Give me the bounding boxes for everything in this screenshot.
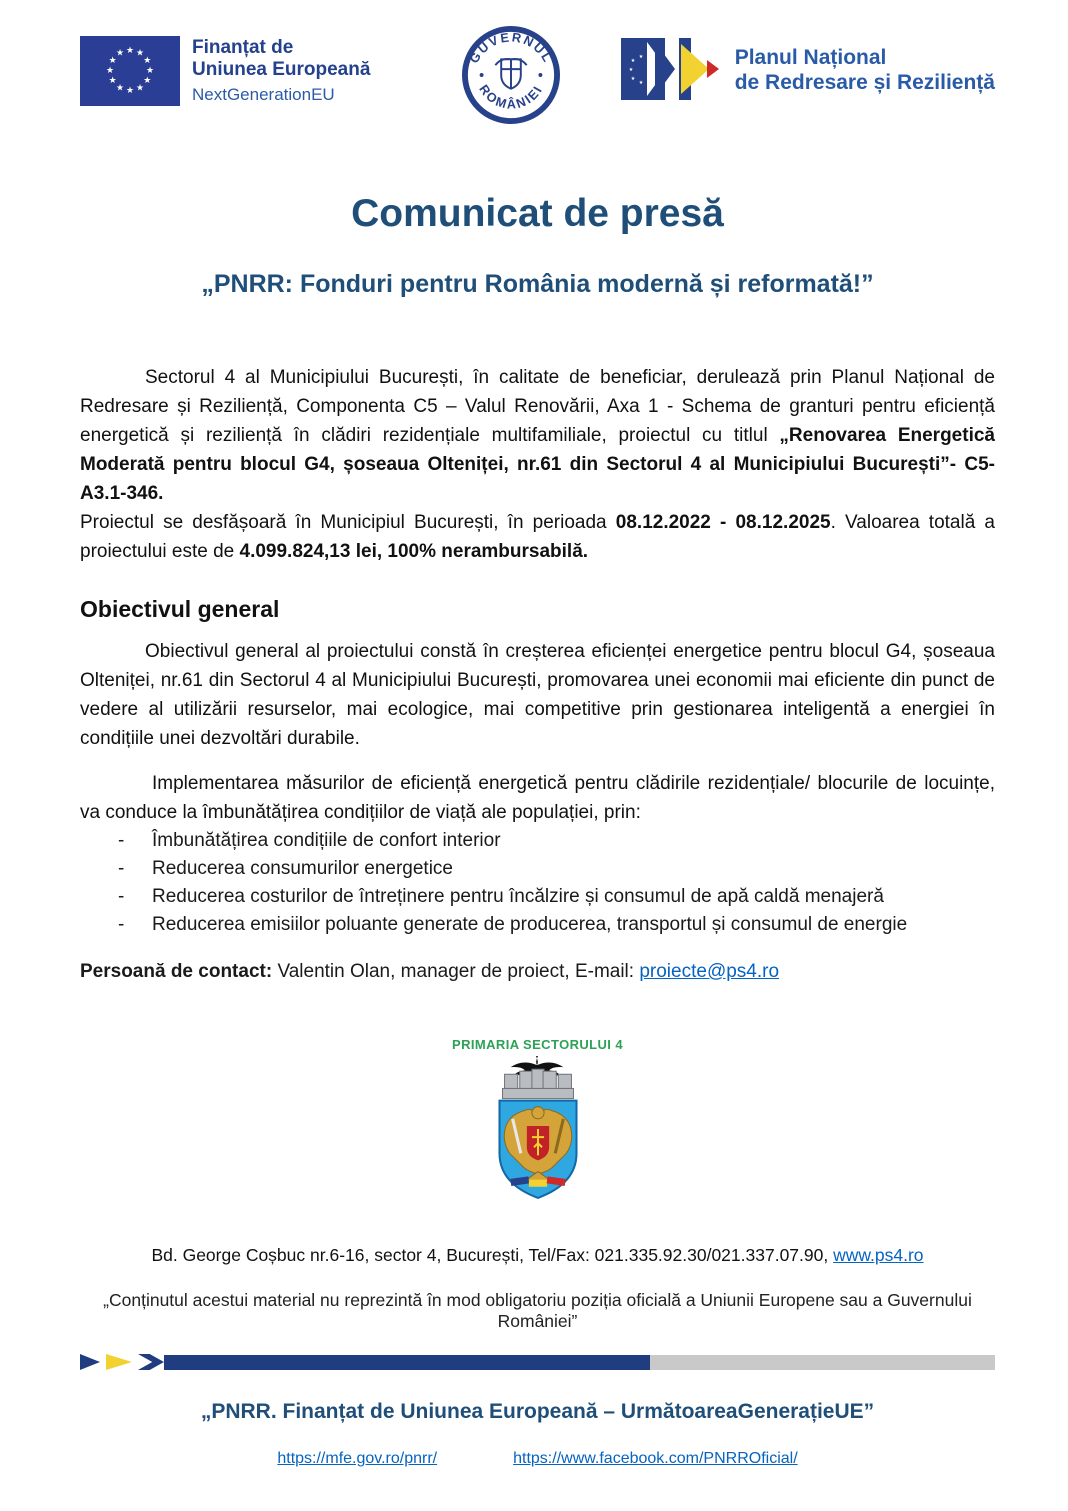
contact-email-link[interactable]: proiecte@ps4.ro bbox=[639, 961, 780, 982]
svg-text:ROMÂNIEI: ROMÂNIEI bbox=[475, 81, 546, 112]
list-item: - Reducerea consumurilor energetice bbox=[80, 855, 995, 883]
svg-text:★: ★ bbox=[115, 83, 125, 94]
svg-text:★: ★ bbox=[108, 76, 117, 86]
svg-text:★: ★ bbox=[108, 56, 117, 66]
chevron-navy-icon bbox=[138, 1354, 164, 1370]
footer-pnrr-slogan: „PNRR. Finanțat de Uniunea Europeană – UrmătoareaGenerațieUE” bbox=[200, 1400, 875, 1423]
value-amount: 4.099.824,13 lei, 100% nerambursabilă. bbox=[239, 541, 589, 562]
svg-text:★: ★ bbox=[125, 46, 135, 56]
project-title-bold: „Renovarea Energetică Moderată pentru blocul G4, șoseaua Olteniței, nr.61 din Sectorul 4 al Municipiului București”- C5-A3.1-346. bbox=[80, 425, 995, 504]
page-title: Comunicat de presă bbox=[351, 192, 724, 235]
eu-funding-line1: Finanțat de bbox=[192, 37, 294, 58]
navy-bar bbox=[164, 1355, 650, 1370]
address-line bbox=[80, 1245, 995, 1266]
paragraph-project-intro bbox=[80, 363, 995, 508]
list-item: - Reducerea emisiilor poluante generate de producerea, transportul și consumul de energie bbox=[80, 911, 995, 939]
mfe-pnrr-link[interactable]: https://mfe.gov.ro/pnrr/ bbox=[277, 1450, 438, 1467]
value-text: . Valoarea totală a proiectului este de bbox=[80, 512, 996, 562]
arrow-navy-icon bbox=[80, 1354, 100, 1370]
pnrr-logo bbox=[621, 38, 995, 102]
disclaimer-line: „Conținutul acestui material nu reprezintă în mod obligatoriu poziția oficială a Uniunii Europene sau a Guvernului României” bbox=[103, 1290, 972, 1331]
svg-text:★: ★ bbox=[115, 48, 125, 59]
benefits-list bbox=[80, 827, 995, 939]
address-text: Bd. George Coșbuc nr.6-16, sector 4, București, Tel/Fax: 021.335.92.30/021.337.07.90, bbox=[151, 1245, 834, 1265]
section-heading-objective: Obiectivul general bbox=[80, 596, 280, 622]
list-item: - Îmbunătățirea condițiile de confort interior bbox=[80, 827, 995, 855]
government-romania-seal-icon bbox=[462, 26, 560, 124]
svg-text:★: ★ bbox=[630, 76, 635, 82]
eu-funding-text bbox=[192, 36, 370, 105]
primaria-label: PRIMARIA SECTORULUI 4 bbox=[452, 1037, 623, 1052]
ps4-website-link[interactable]: www.ps4.ro bbox=[833, 1245, 924, 1265]
svg-text:★: ★ bbox=[125, 86, 135, 96]
footer-links bbox=[80, 1450, 995, 1468]
svg-text:★: ★ bbox=[143, 76, 152, 86]
eu-funding-logo bbox=[80, 36, 370, 106]
pnrr-logo-line2: de Redresare și Reziliență bbox=[734, 71, 995, 94]
svg-text:★: ★ bbox=[638, 80, 643, 86]
sector4-coat-of-arms-icon bbox=[478, 1054, 598, 1206]
pnrr-logo-line1: Planul Național bbox=[734, 45, 887, 69]
primaria-emblem-block bbox=[80, 1037, 995, 1211]
page-subtitle: „PNRR: Fonduri pentru România modernă și reformată!” bbox=[201, 270, 874, 298]
svg-text:★: ★ bbox=[145, 66, 155, 76]
decorative-footer-bar bbox=[80, 1354, 995, 1370]
svg-text:★: ★ bbox=[628, 67, 633, 73]
contact-text: Valentin Olan, manager de proiect, E-mail: bbox=[272, 961, 640, 982]
gray-bar bbox=[650, 1355, 995, 1370]
header-logo-row bbox=[80, 24, 995, 128]
paragraph-project-intro-text: Sectorul 4 al Municipiului București, în calitate de beneficiar, derulează prin Planul Național de Redresare și Reziliență, Componenta C5 – Valul Renovării, Axa 1 - Schema de granturi pentru eficiență energetică și reziliență în clădiri rezidențiale multifamiliale, proiectul cu titlul bbox=[80, 367, 995, 446]
svg-text:★: ★ bbox=[105, 66, 115, 76]
paragraph-project-period bbox=[80, 508, 995, 566]
paragraph-implementation: Implementarea măsurilor de eficiență energetică pentru clădirile rezidențiale/ blocurile de locuințe, va conduce la îmbunătățirea condițiilor de viață ale populației, prin: bbox=[80, 773, 995, 823]
svg-text:★: ★ bbox=[630, 58, 635, 64]
eu-flag-icon bbox=[80, 36, 180, 106]
arrow-yellow-icon bbox=[106, 1354, 132, 1370]
contact-line bbox=[80, 961, 995, 983]
paragraph-objective: Obiectivul general al proiectului constă în creșterea eficienței energetice pentru blocul G4, șoseaua Olteniței, nr.61 din Sectorul 4 al Municipiului București, promovarea unei economii mai eficiente din punct de vedere al utilizării resurselor, mai ecologice, mai competitive prin gestionarea inteligentă a energiei în condițiile unei dezvoltări durabile. bbox=[80, 641, 995, 749]
period-dates: 08.12.2022 - 08.12.2025 bbox=[615, 512, 831, 533]
facebook-pnrr-link[interactable]: https://www.facebook.com/PNRROficial/ bbox=[513, 1450, 798, 1467]
svg-text:★: ★ bbox=[135, 83, 145, 94]
pnrr-logo-text bbox=[735, 45, 995, 95]
contact-label: Persoană de contact: bbox=[80, 961, 273, 982]
pnrr-flag-icon bbox=[621, 38, 725, 102]
svg-text:★: ★ bbox=[638, 54, 643, 60]
eu-funding-line3: NextGenerationEU bbox=[192, 84, 335, 104]
list-item: - Reducerea costurilor de întreținere pentru încălzire și consumul de apă caldă menajeră bbox=[80, 883, 995, 911]
svg-text:GUVERNUL: GUVERNUL bbox=[465, 29, 556, 66]
svg-text:★: ★ bbox=[135, 48, 145, 59]
period-text: Proiectul se desfășoară în Municipiul București, în perioada bbox=[80, 512, 616, 533]
svg-text:★: ★ bbox=[143, 56, 152, 66]
eu-funding-line2: Uniunea Europeană bbox=[192, 59, 371, 81]
